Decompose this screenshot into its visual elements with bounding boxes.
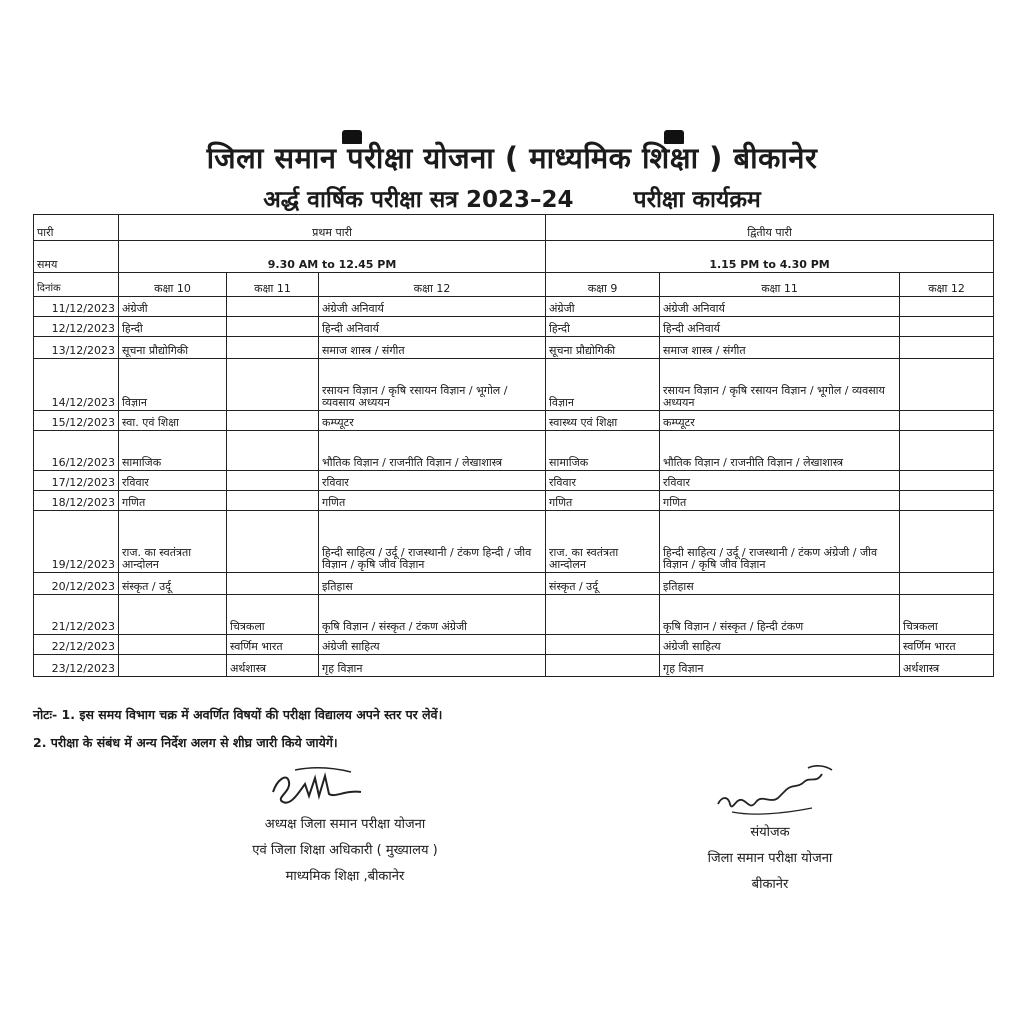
class11-second-subject: रसायन विज्ञान / कृषि रसायन विज्ञान / भूगोल / व्यवसाय अध्ययन	[660, 359, 900, 411]
exam-date: 23/12/2023	[34, 655, 119, 677]
right-sign-line1: संयोजक	[750, 825, 790, 840]
note-2: 2. परीक्षा के संबंध में अन्य निर्देश अलग से शीघ्र जारी किये जायेगें।	[33, 735, 338, 750]
class11-first-subject: चित्रकला	[227, 595, 319, 635]
class9-subject: सूचना प्रौद्योगिकी	[546, 337, 660, 359]
class12-second-subject	[900, 359, 994, 411]
date-label: दिनांक	[34, 273, 119, 297]
class10-subject: अंग्रेजी	[119, 297, 227, 317]
class10-subject	[119, 655, 227, 677]
class11-first-subject	[227, 411, 319, 431]
class12-first-subject: गृह विज्ञान	[319, 655, 546, 677]
class-header-row	[34, 273, 994, 297]
class10-subject	[119, 595, 227, 635]
class11-first-subject: अर्थशास्त्र	[227, 655, 319, 677]
class11-second-subject: अंग्रेजी अनिवार्य	[660, 297, 900, 317]
class11-second-subject: भौतिक विज्ञान / राजनीति विज्ञान / लेखाशास्त्र	[660, 431, 900, 471]
class12-first-subject: रविवार	[319, 471, 546, 491]
class12-second-subject	[900, 573, 994, 595]
class12-second-subject	[900, 317, 994, 337]
class9-subject: हिन्दी	[546, 317, 660, 337]
class10-subject: हिन्दी	[119, 317, 227, 337]
document-subtitle	[0, 182, 1024, 214]
class12-second-subject	[900, 491, 994, 511]
programme-label: परीक्षा कार्यक्रम	[633, 187, 761, 213]
first-shift-time: 9.30 AM to 12.45 PM	[119, 241, 546, 273]
left-sign-line3: माध्यमिक शिक्षा ,बीकानेर	[285, 869, 405, 884]
left-signature	[265, 762, 375, 808]
table-row	[34, 337, 994, 359]
class12-first-subject: अंग्रेजी साहित्य	[319, 635, 546, 655]
exam-date: 21/12/2023	[34, 595, 119, 635]
class11-second-subject: इतिहास	[660, 573, 900, 595]
table-row	[34, 635, 994, 655]
class10-subject: राज. का स्वतंत्रता आन्दोलन	[119, 511, 227, 573]
class12-second-subject: चित्रकला	[900, 595, 994, 635]
exam-date: 19/12/2023	[34, 511, 119, 573]
class9-subject: विज्ञान	[546, 359, 660, 411]
class10-subject: रविवार	[119, 471, 227, 491]
class-header: कक्षा 11	[227, 273, 319, 297]
class11-second-subject: रविवार	[660, 471, 900, 491]
class12-second-subject: स्वर्णिम भारत	[900, 635, 994, 655]
exam-date: 15/12/2023	[34, 411, 119, 431]
table-row	[34, 595, 994, 635]
class9-subject: रविवार	[546, 471, 660, 491]
class12-second-subject	[900, 411, 994, 431]
right-signature	[712, 760, 842, 820]
class9-subject: अंग्रेजी	[546, 297, 660, 317]
table-row	[34, 317, 994, 337]
table-row	[34, 491, 994, 511]
class11-first-subject	[227, 431, 319, 471]
class12-second-subject: अर्थशास्त्र	[900, 655, 994, 677]
class12-first-subject: भौतिक विज्ञान / राजनीति विज्ञान / लेखाशास्त्र	[319, 431, 546, 471]
table-row	[34, 297, 994, 317]
table-row	[34, 411, 994, 431]
left-sign-line2: एवं जिला शिक्षा अधिकारी ( मुख्यालय )	[252, 843, 438, 858]
exam-date: 17/12/2023	[34, 471, 119, 491]
class12-second-subject	[900, 431, 994, 471]
class9-subject: राज. का स्वतंत्रता आन्दोलन	[546, 511, 660, 573]
session-label: अर्द्ध वार्षिक परीक्षा सत्र 2023–24	[263, 187, 574, 213]
class12-second-subject	[900, 511, 994, 573]
class12-first-subject: अंग्रेजी अनिवार्य	[319, 297, 546, 317]
class11-first-subject	[227, 511, 319, 573]
class10-subject: सूचना प्रौद्योगिकी	[119, 337, 227, 359]
class11-first-subject	[227, 573, 319, 595]
class12-second-subject	[900, 297, 994, 317]
class9-subject	[546, 595, 660, 635]
exam-date: 12/12/2023	[34, 317, 119, 337]
document-title: जिला समान परीक्षा योजना ( माध्यमिक शिक्षा ) बीकानेर	[206, 141, 818, 175]
class11-first-subject	[227, 491, 319, 511]
exam-date: 18/12/2023	[34, 491, 119, 511]
second-shift-name: द्वितीय पारी	[546, 215, 994, 241]
left-signatory	[215, 812, 475, 890]
table-row	[34, 431, 994, 471]
exam-date: 11/12/2023	[34, 297, 119, 317]
class11-second-subject: अंग्रेजी साहित्य	[660, 635, 900, 655]
table-row	[34, 471, 994, 491]
class9-subject: स्वास्थ्य एवं शिक्षा	[546, 411, 660, 431]
class9-subject: गणित	[546, 491, 660, 511]
class11-second-subject: गणित	[660, 491, 900, 511]
class12-first-subject: हिन्दी अनिवार्य	[319, 317, 546, 337]
exam-schedule-table	[33, 214, 994, 677]
class10-subject: सामाजिक	[119, 431, 227, 471]
class12-first-subject: कम्प्यूटर	[319, 411, 546, 431]
class9-subject	[546, 635, 660, 655]
left-sign-line1: अध्यक्ष जिला समान परीक्षा योजना	[264, 817, 426, 832]
class10-subject: स्वा. एवं शिक्षा	[119, 411, 227, 431]
class11-second-subject: हिन्दी अनिवार्य	[660, 317, 900, 337]
class12-second-subject	[900, 337, 994, 359]
class11-first-subject: स्वर्णिम भारत	[227, 635, 319, 655]
class12-first-subject: रसायन विज्ञान / कृषि रसायन विज्ञान / भूगोल / व्यवसाय अध्ययन	[319, 359, 546, 411]
time-label: समय	[34, 241, 119, 273]
class11-second-subject: कम्प्यूटर	[660, 411, 900, 431]
table-row	[34, 511, 994, 573]
class9-subject: सामाजिक	[546, 431, 660, 471]
exam-date: 16/12/2023	[34, 431, 119, 471]
time-row	[34, 241, 994, 273]
right-sign-line2: जिला समान परीक्षा योजना	[707, 851, 833, 866]
class11-first-subject	[227, 297, 319, 317]
class-header: कक्षा 10	[119, 273, 227, 297]
class-header: कक्षा 12	[319, 273, 546, 297]
class11-first-subject	[227, 317, 319, 337]
exam-date: 13/12/2023	[34, 337, 119, 359]
class12-first-subject: हिन्दी साहित्य / उर्दू / राजस्थानी / टंकण हिन्दी / जीव विज्ञान / कृषि जीव विज्ञान	[319, 511, 546, 573]
class11-first-subject	[227, 337, 319, 359]
exam-date: 14/12/2023	[34, 359, 119, 411]
class11-first-subject	[227, 359, 319, 411]
class9-subject: संस्कृत / उर्दू	[546, 573, 660, 595]
table-row	[34, 359, 994, 411]
note-1: नोटः- 1. इस समय विभाग चक्र में अवर्णित विषयों की परीक्षा विद्यालय अपने स्तर पर लेवें।	[33, 707, 443, 722]
second-shift-time: 1.15 PM to 4.30 PM	[546, 241, 994, 273]
class-header: कक्षा 11	[660, 273, 900, 297]
class12-first-subject: इतिहास	[319, 573, 546, 595]
table-row	[34, 655, 994, 677]
right-signatory	[680, 820, 860, 898]
class-header: कक्षा 9	[546, 273, 660, 297]
class12-first-subject: समाज शास्त्र / संगीत	[319, 337, 546, 359]
class10-subject: गणित	[119, 491, 227, 511]
class12-first-subject: गणित	[319, 491, 546, 511]
shift-row	[34, 215, 994, 241]
first-shift-name: प्रथम पारी	[119, 215, 546, 241]
class10-subject: विज्ञान	[119, 359, 227, 411]
class12-second-subject	[900, 471, 994, 491]
class11-second-subject: हिन्दी साहित्य / उर्दू / राजस्थानी / टंकण अंग्रेजी / जीव विज्ञान / कृषि जीव विज्ञान	[660, 511, 900, 573]
class12-first-subject: कृषि विज्ञान / संस्कृत / टंकण अंग्रेजी	[319, 595, 546, 635]
exam-date: 20/12/2023	[34, 573, 119, 595]
class11-first-subject	[227, 471, 319, 491]
exam-date: 22/12/2023	[34, 635, 119, 655]
class10-subject	[119, 635, 227, 655]
right-sign-line3: बीकानेर	[751, 877, 789, 892]
class11-second-subject: गृह विज्ञान	[660, 655, 900, 677]
class-header: कक्षा 12	[900, 273, 994, 297]
table-row	[34, 573, 994, 595]
class11-second-subject: समाज शास्त्र / संगीत	[660, 337, 900, 359]
shift-label: पारी	[34, 215, 119, 241]
class9-subject	[546, 655, 660, 677]
class10-subject: संस्कृत / उर्दू	[119, 573, 227, 595]
class11-second-subject: कृषि विज्ञान / संस्कृत / हिन्दी टंकण	[660, 595, 900, 635]
